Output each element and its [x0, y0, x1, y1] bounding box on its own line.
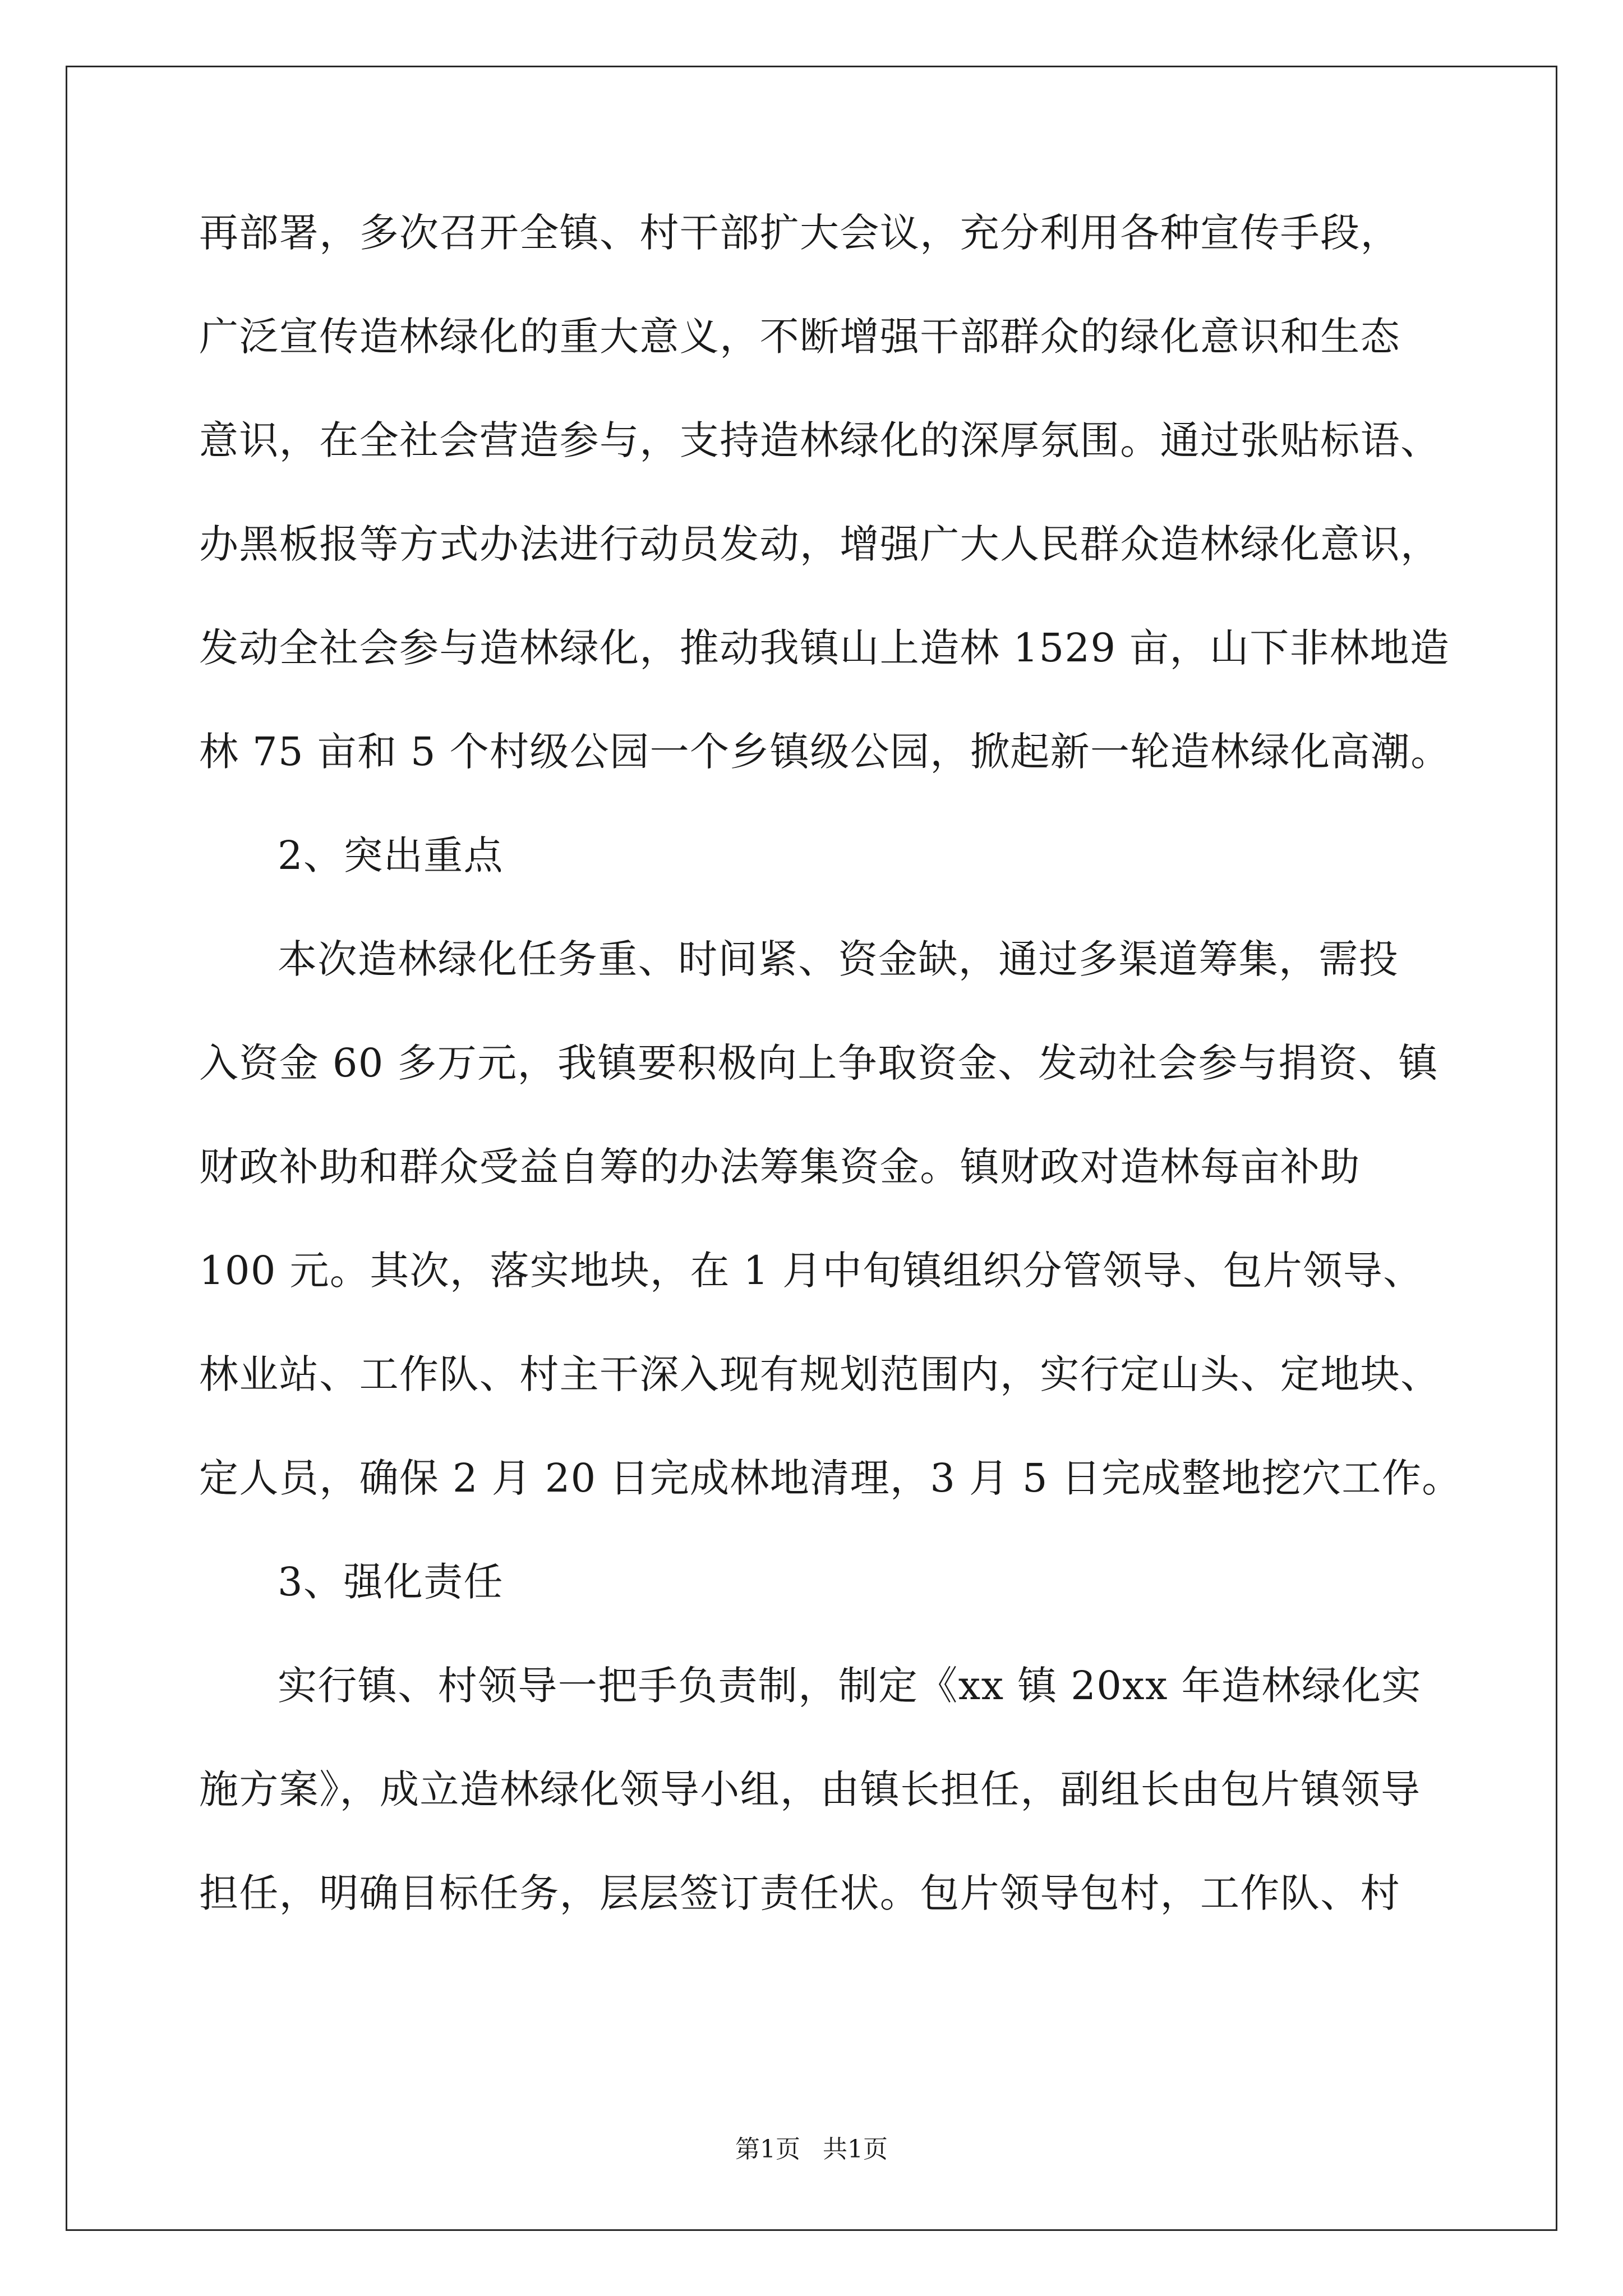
paragraph-line: 广泛宣传造林绿化的重大意义，不断增强干部群众的绿化意识和生态: [199, 314, 1400, 360]
page-footer: [0, 2129, 1623, 2165]
paragraph-line: 担任，明确目标任务，层层签订责任状。包片领导包村，工作队、村: [199, 1870, 1400, 1916]
paragraph-line: 林 75 亩和 5 个村级公园一个乡镇级公园，掀起新一轮造林绿化高潮。: [199, 729, 1451, 775]
paragraph-line: 施方案》，成立造林绿化领导小组，由镇长担任，副组长由包片镇领导: [199, 1766, 1421, 1812]
paragraph-line: 本次造林绿化任务重、时间紧、资金缺，通过多渠道筹集，需投: [278, 936, 1399, 982]
page-total: 共1页: [823, 2135, 888, 2164]
paragraph-line: 发动全社会参与造林绿化，推动我镇山上造林 1529 亩，山下非林地造: [199, 625, 1450, 671]
paragraph-line: 意识，在全社会营造参与，支持造林绿化的深厚氛围。通过张贴标语、: [199, 417, 1441, 463]
paragraph-line: 再部署，多次召开全镇、村干部扩大会议，充分利用各种宣传手段，: [199, 210, 1400, 256]
paragraph-line: 100 元。其次，落实地块，在 1 月中旬镇组织分管领导、包片领导、: [199, 1248, 1423, 1294]
paragraph-line: 定人员，确保 2 月 20 日完成林地清理，3 月 5 日完成整地挖穴工作。: [199, 1455, 1462, 1501]
section-heading: 3、强化责任: [278, 1559, 504, 1605]
paragraph-line: 入资金 60 多万元，我镇要积极向上争取资金、发动社会参与捐资、镇: [199, 1040, 1438, 1086]
section-heading: 2、突出重点: [278, 832, 504, 878]
paragraph-line: 财政补助和群众受益自筹的办法筹集资金。镇财政对造林每亩补助: [199, 1144, 1361, 1190]
paragraph-line: 实行镇、村领导一把手负责制，制定《xx 镇 20xx 年造林绿化实: [278, 1663, 1422, 1709]
paragraph-line: 办黑板报等方式办法进行动员发动，增强广大人民群众造林绿化意识，: [199, 521, 1441, 567]
paragraph-line: 林业站、工作队、村主干深入现有规划范围内，实行定山头、定地块、: [199, 1351, 1441, 1397]
page-number: 第1页: [735, 2135, 800, 2164]
